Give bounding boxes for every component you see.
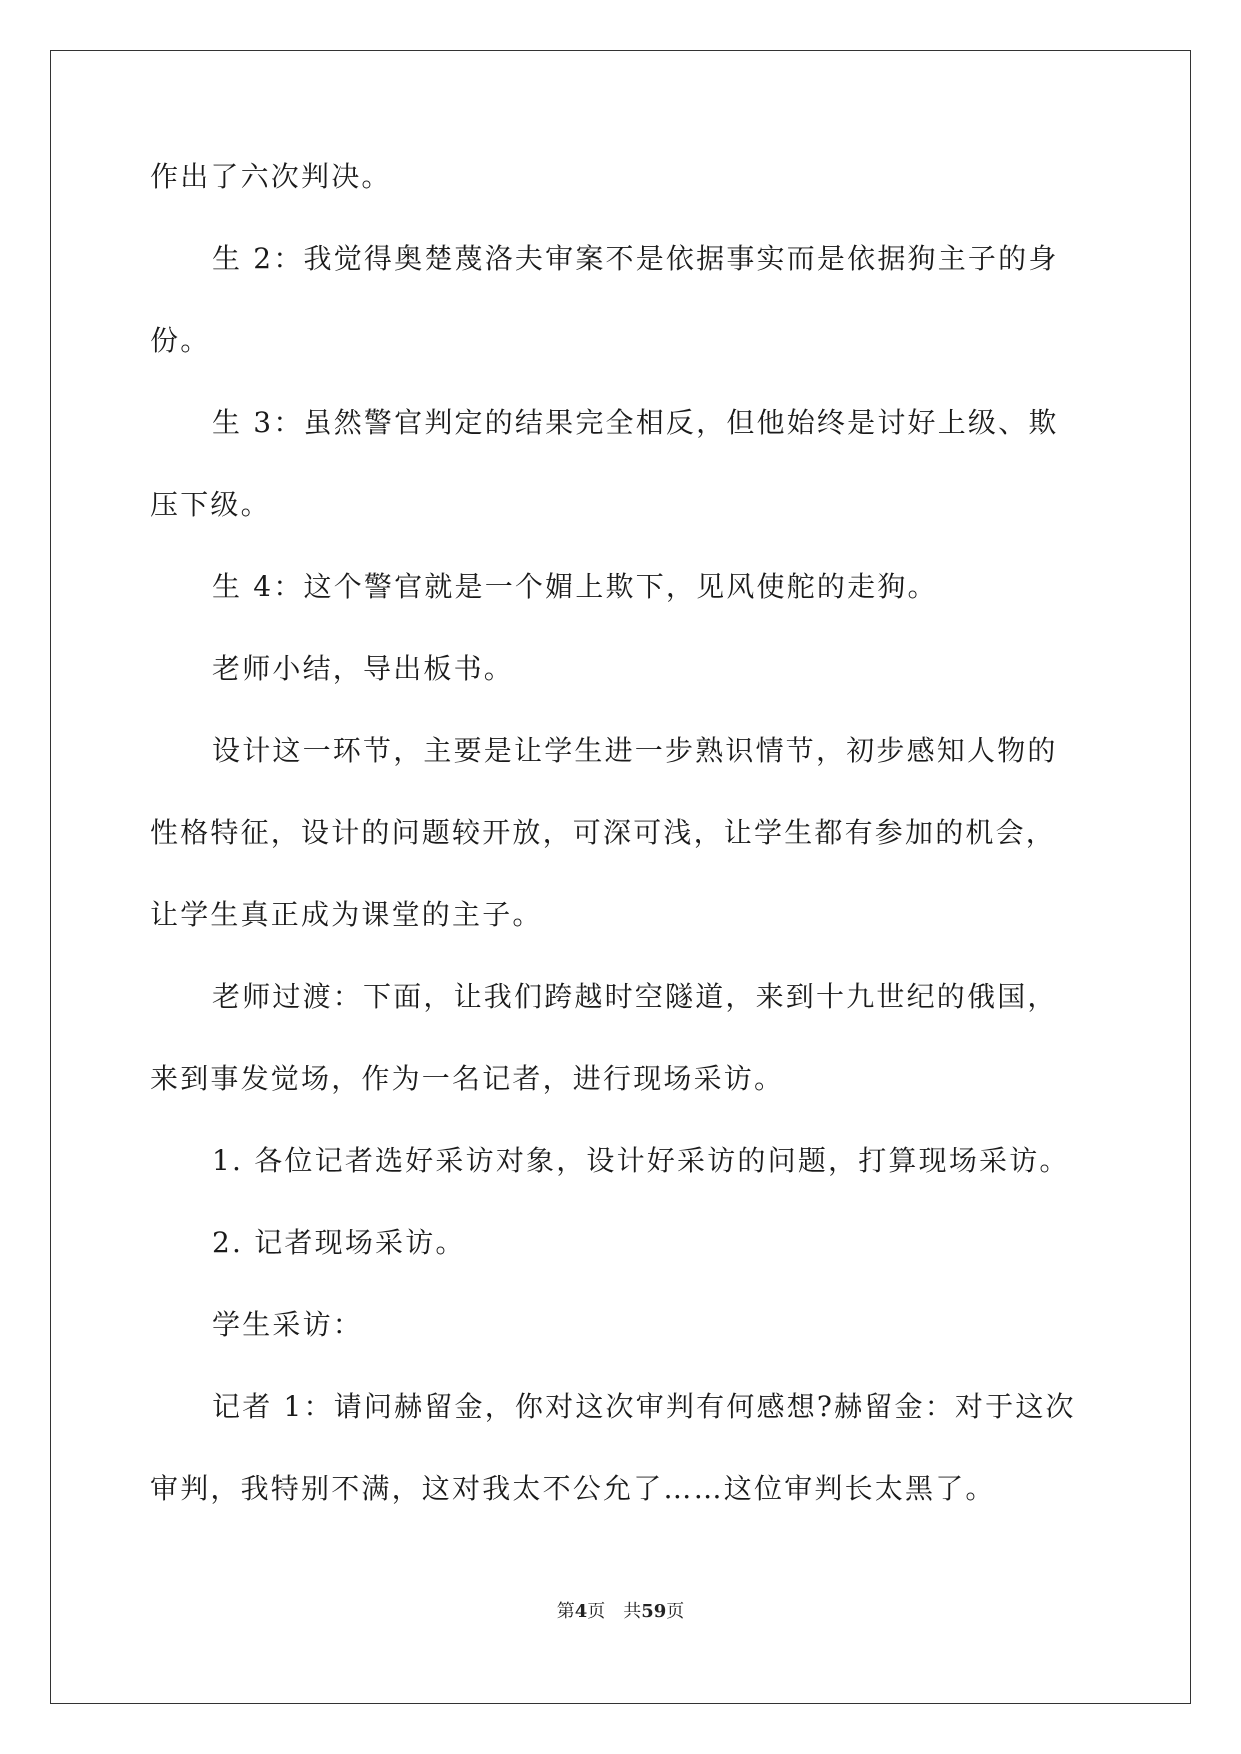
paragraph-line: 学生采访： [212, 1308, 364, 1341]
paragraph-line: 1. 各位记者选好采访对象，设计好采访的问题，打算现场采访。 [212, 1144, 1070, 1177]
paragraph-line: 生 4：这个警官就是一个媚上欺下，见风使舵的走狗。 [212, 570, 938, 603]
paragraph-line: 让学生真正成为课堂的主子。 [150, 898, 543, 931]
page-footer [0, 1597, 1241, 1623]
paragraph-line: 设计这一环节，主要是让学生进一步熟识情节，初步感知人物的 [212, 734, 1058, 767]
paragraph-line: 老师小结，导出板书。 [212, 652, 515, 685]
paragraph-line: 审判，我特别不满，这对我太不公允了……这位审判长太黑了。 [150, 1472, 996, 1505]
paragraph-line: 老师过渡：下面，让我们跨越时空隧道，来到十九世纪的俄国， [212, 980, 1058, 1013]
paragraph-line: 记者 1：请问赫留金，你对这次审判有何感想?赫留金：对于这次 [212, 1390, 1076, 1423]
footer-page-suffix: 页 [587, 1601, 606, 1622]
paragraph-line: 性格特征，设计的问题较开放，可深可浅，让学生都有参加的机会， [150, 816, 1057, 849]
paragraph-line: 作出了六次判决。 [150, 160, 392, 193]
paragraph-line: 来到事发觉场，作为一名记者，进行现场采访。 [150, 1062, 785, 1095]
footer-total-prefix: 共 [623, 1601, 642, 1622]
paragraph-line: 生 3：虽然警官判定的结果完全相反，但他始终是讨好上级、欺 [212, 406, 1059, 439]
footer-total-suffix: 页 [666, 1601, 685, 1622]
footer-prefix: 第 [556, 1601, 575, 1622]
total-pages: 59 [641, 1601, 667, 1622]
paragraph-line: 生 2：我觉得奥楚蔑洛夫审案不是依据事实而是依据狗主子的身 [212, 242, 1059, 275]
paragraph-line: 压下级。 [150, 488, 271, 521]
paragraph-line: 份。 [150, 324, 211, 357]
page-number: 4 [574, 1601, 588, 1622]
paragraph-line: 2. 记者现场采访。 [212, 1226, 466, 1259]
page-border [50, 50, 1191, 1704]
